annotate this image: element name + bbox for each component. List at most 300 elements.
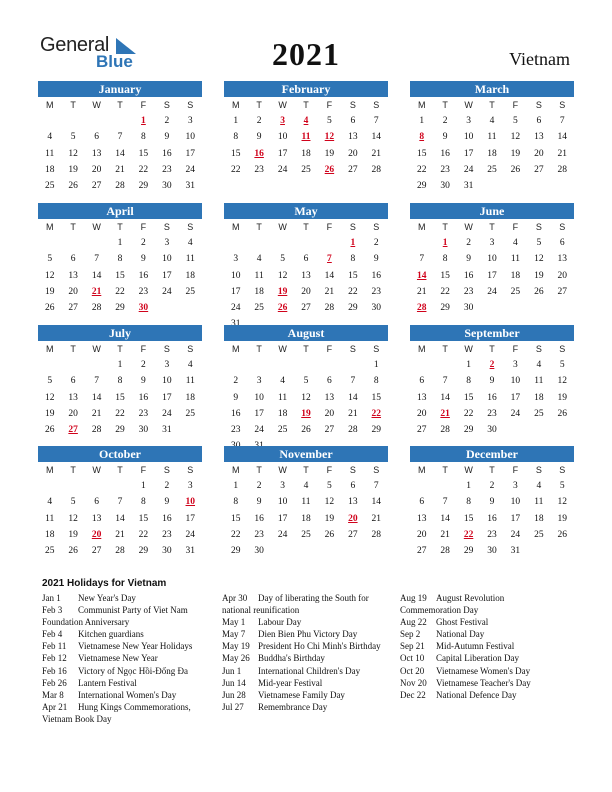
holiday-date: 1 [442,238,448,249]
empty-cell [341,357,364,373]
day-cell: 3 [513,360,518,371]
weekday-label: T [70,100,76,110]
holiday-entry [400,604,531,616]
weekday-label: T [489,344,495,354]
weekday-label: T [70,222,76,232]
holiday-date-label: Feb 26 [42,677,67,688]
day-cell: 17 [162,270,172,281]
day-cell: 24 [185,164,196,175]
month-header: January [38,81,202,97]
day-cell: 14 [371,497,382,508]
holiday-entry [400,616,531,628]
day-cell: 27 [534,164,544,175]
holiday-date-label: May 19 [222,641,250,652]
day-cell: 6 [536,116,542,127]
day-cell: 25 [277,424,288,435]
day-cell: 19 [534,270,544,281]
holiday-entry [42,592,192,604]
month-february [224,81,388,178]
day-cell: 6 [350,116,356,127]
day-cell: 30 [138,424,149,435]
day-cell: 23 [138,286,149,297]
day-cell: 20 [324,408,335,419]
month-header: June [410,203,574,219]
holiday-name: August Revolution [436,593,505,603]
day-cell: 28 [115,180,125,191]
holiday-entry [222,665,381,677]
day-cell: 27 [557,286,568,297]
weekday-label: T [442,222,448,232]
day-cell: 9 [164,497,170,508]
month-days-grid [224,219,388,332]
month-header: December [410,446,574,462]
holiday-entry [222,592,381,604]
day-cell: 13 [68,270,78,281]
day-cell: 24 [463,164,474,175]
day-cell: 2 [489,481,495,492]
weekday-label: W [92,465,101,475]
day-cell: 15 [115,392,125,403]
day-cell: 19 [557,513,568,524]
day-cell: 8 [466,376,471,387]
day-cell: 28 [371,164,382,175]
day-cell: 16 [138,270,149,281]
day-cell: 21 [371,513,382,524]
day-cell: 13 [68,392,78,403]
day-cell: 17 [277,513,288,524]
day-cell: 23 [371,286,382,297]
weekday-label: F [326,222,333,232]
month-header: May [224,203,388,219]
day-cell: 16 [254,513,264,524]
day-cell: 9 [466,254,471,265]
day-cell: 29 [348,302,358,313]
day-cell: 9 [141,376,146,387]
weekday-label: S [373,222,380,232]
day-cell: 30 [162,180,172,191]
weekday-label: M [45,465,54,475]
empty-cell [410,235,433,251]
day-cell: 21 [324,286,335,297]
holiday-date-label: Aug 22 [400,617,427,628]
weekday-label: S [349,222,356,232]
day-cell: 14 [440,513,450,524]
day-cell: 29 [440,302,450,313]
day-cell: 16 [463,270,474,281]
day-cell: 20 [68,286,78,297]
holiday-entry [222,677,381,689]
day-cell: 25 [487,164,497,175]
weekday-label: F [326,465,333,475]
holiday-entry [400,592,531,604]
holiday-entry [222,604,381,616]
day-cell: 27 [324,424,335,435]
day-cell: 9 [256,497,262,508]
day-cell: 12 [534,254,544,265]
day-cell: 23 [162,529,172,540]
empty-cell [38,113,61,129]
day-cell: 5 [70,497,76,508]
day-cell: 14 [115,148,125,159]
holiday-date: 8 [419,132,425,143]
weekday-label: W [464,344,473,354]
holiday-date-label: Feb 11 [42,641,67,652]
weekday-label: S [163,222,170,232]
holiday-date-label: Jun 14 [222,677,246,688]
empty-cell [85,113,108,129]
day-cell: 20 [534,148,544,159]
holiday-date: 1 [350,238,356,249]
month-days-grid [224,341,388,454]
day-cell: 3 [187,481,193,492]
weekday-label: T [489,100,495,110]
day-cell: 24 [487,286,497,297]
day-cell: 22 [230,529,241,540]
weekday-label: W [92,100,101,110]
month-header: August [224,325,388,341]
holiday-name: Kitchen guardians [78,629,144,640]
holiday-name: Vietnam Book Day [42,713,112,724]
day-cell: 26 [534,286,544,297]
month-header: November [224,446,388,462]
month-days-grid [410,97,574,194]
weekday-label: T [303,344,309,354]
day-cell: 3 [187,116,193,127]
day-cell: 16 [487,392,497,403]
day-cell: 15 [138,148,149,159]
day-cell: 16 [162,513,172,524]
day-cell: 1 [419,116,425,127]
weekday-label: S [163,344,170,354]
day-cell: 12 [44,392,55,403]
month-june [410,203,574,316]
month-days-grid [224,97,388,178]
day-cell: 12 [277,270,288,281]
empty-cell [294,357,317,373]
holiday-date: 19 [277,286,288,297]
day-cell: 11 [45,513,55,524]
month-days-grid [224,462,388,559]
holiday-date-label: Jun 1 [222,665,242,676]
weekday-label: T [442,100,448,110]
day-cell: 31 [162,424,172,435]
day-cell: 5 [47,254,53,265]
empty-cell [61,113,84,129]
day-cell: 8 [350,254,356,265]
weekday-label: M [45,222,54,232]
month-december [410,446,574,559]
holiday-date-label: Oct 20 [400,665,425,676]
weekday-label: T [256,465,262,475]
day-cell: 27 [348,529,358,540]
weekday-label: F [512,100,519,110]
day-cell: 23 [230,424,241,435]
weekday-label: F [512,465,519,475]
empty-cell [318,357,341,373]
day-cell: 24 [277,529,288,540]
empty-cell [433,357,456,373]
empty-cell [85,357,108,373]
day-cell: 13 [416,392,427,403]
weekday-label: T [117,222,123,232]
day-cell: 21 [348,408,358,419]
day-cell: 29 [138,545,149,556]
day-cell: 21 [371,148,382,159]
day-cell: 2 [256,481,262,492]
day-cell: 13 [348,132,358,143]
day-cell: 10 [510,497,521,508]
day-cell: 31 [185,545,196,556]
day-cell: 26 [557,529,568,540]
weekday-label: T [117,344,123,354]
month-january [38,81,202,194]
holiday-column [222,592,381,713]
weekday-label: T [442,344,448,354]
day-cell: 15 [230,148,241,159]
day-cell: 25 [185,286,196,297]
day-cell: 5 [559,360,565,371]
holiday-date: 22 [463,529,474,540]
holiday-name: Foundation Anniversary [42,617,130,628]
day-cell: 20 [416,529,427,540]
day-cell: 16 [371,270,382,281]
holiday-date: 21 [440,408,450,419]
day-cell: 17 [185,513,196,524]
holiday-name: Lantern Festival [78,677,137,688]
day-cell: 6 [94,497,99,508]
day-cell: 28 [440,545,450,556]
day-cell: 22 [138,164,149,175]
day-cell: 11 [254,270,264,281]
weekday-label: S [163,465,170,475]
day-cell: 29 [463,424,474,435]
empty-cell [247,357,270,373]
holiday-date: 22 [371,408,382,419]
weekday-label: M [231,465,240,475]
weekday-label: T [70,465,76,475]
day-cell: 16 [138,392,149,403]
day-cell: 31 [510,545,521,556]
day-cell: 14 [91,392,102,403]
holiday-entry [42,713,192,725]
day-cell: 21 [115,529,125,540]
month-march [410,81,574,194]
holiday-date-label: Jul 27 [222,701,244,712]
day-cell: 17 [510,392,521,403]
day-cell: 7 [442,376,448,387]
weekday-label: F [512,222,519,232]
weekday-label: F [512,344,519,354]
holiday-date-label: Feb 12 [42,653,67,664]
day-cell: 12 [324,497,335,508]
day-cell: 25 [44,545,55,556]
day-cell: 8 [117,376,123,387]
holiday-entry [222,640,381,652]
day-cell: 20 [301,286,311,297]
day-cell: 23 [487,408,497,419]
holiday-entry [222,652,381,664]
day-cell: 11 [45,148,55,159]
month-days-grid [38,341,202,438]
day-cell: 18 [534,392,544,403]
month-september [410,325,574,438]
empty-cell [38,235,61,251]
holiday-date: 12 [324,132,335,143]
day-cell: 14 [348,392,358,403]
weekday-label: S [559,222,566,232]
holiday-date: 11 [301,132,311,143]
day-cell: 18 [44,529,55,540]
holiday-date-label: Aug 19 [400,593,427,603]
day-cell: 4 [47,132,53,143]
day-cell: 8 [233,497,239,508]
holiday-column [42,592,192,725]
day-cell: 29 [463,545,474,556]
month-header: October [38,446,202,462]
day-cell: 6 [350,481,356,492]
month-august [224,325,388,454]
day-cell: 17 [277,148,288,159]
day-cell: 24 [277,164,288,175]
day-cell: 8 [373,376,379,387]
day-cell: 29 [371,424,382,435]
day-cell: 17 [230,286,241,297]
day-cell: 8 [466,497,471,508]
day-cell: 8 [117,254,123,265]
holiday-name: International Children's Day [258,665,361,676]
day-cell: 6 [559,238,565,249]
empty-cell [85,478,108,494]
day-cell: 9 [442,132,448,143]
holiday-entry [42,652,192,664]
holiday-date: 30 [138,302,149,313]
holiday-date: 1 [141,116,146,127]
day-cell: 19 [324,148,335,159]
day-cell: 14 [557,132,568,143]
weekday-label: F [140,465,147,475]
day-cell: 4 [536,360,542,371]
day-cell: 5 [327,116,332,127]
day-cell: 18 [510,270,521,281]
day-cell: 6 [303,254,309,265]
day-cell: 22 [115,408,125,419]
day-cell: 17 [510,513,521,524]
holiday-date-label: Jan 1 [42,593,61,603]
day-cell: 5 [513,116,518,127]
empty-cell [61,357,84,373]
day-cell: 17 [463,148,474,159]
day-cell: 22 [138,529,149,540]
holiday-name: President Ho Chi Minh's Birthday [258,641,381,652]
day-cell: 2 [141,360,146,371]
empty-cell [38,357,61,373]
month-may [224,203,388,332]
weekday-label: M [417,465,426,475]
day-cell: 19 [44,408,55,419]
day-cell: 3 [466,116,471,127]
month-days-grid [38,462,202,559]
day-cell: 27 [301,302,311,313]
day-cell: 9 [164,132,170,143]
day-cell: 9 [233,392,239,403]
day-cell: 13 [557,254,568,265]
holiday-date-label: Feb 3 [42,605,63,616]
day-cell: 1 [117,360,123,371]
day-cell: 22 [440,286,450,297]
holiday-entry [400,628,531,640]
day-cell: 24 [162,286,172,297]
weekday-label: S [187,344,194,354]
holiday-column [400,592,531,701]
weekday-label: T [117,465,123,475]
day-cell: 12 [557,376,568,387]
day-cell: 5 [536,238,542,249]
day-cell: 13 [416,513,427,524]
weekday-label: T [489,222,495,232]
day-cell: 12 [557,497,568,508]
day-cell: 17 [487,270,497,281]
day-cell: 28 [440,424,450,435]
day-cell: 24 [185,529,196,540]
holiday-name: Hung Kings Commemorations, [78,701,191,712]
weekday-label: W [278,344,287,354]
weekday-label: T [117,100,123,110]
day-cell: 7 [94,254,99,265]
day-cell: 30 [162,545,172,556]
holiday-date: 3 [280,116,285,127]
day-cell: 1 [233,481,239,492]
day-cell: 16 [440,148,450,159]
day-cell: 15 [463,513,474,524]
day-cell: 28 [371,529,382,540]
day-cell: 4 [280,376,285,387]
day-cell: 23 [440,164,450,175]
day-cell: 3 [513,481,518,492]
weekday-label: M [45,100,54,110]
page-title-year: 2021 [272,36,340,72]
weekday-label: T [303,100,309,110]
weekday-label: S [163,100,170,110]
day-cell: 23 [138,408,149,419]
day-cell: 15 [440,270,450,281]
weekday-label: M [231,222,240,232]
day-cell: 10 [185,132,196,143]
day-cell: 12 [510,132,521,143]
day-cell: 9 [373,254,379,265]
day-cell: 13 [324,392,335,403]
weekday-label: S [187,100,194,110]
holiday-date-label: Nov 20 [400,677,427,688]
day-cell: 5 [70,132,76,143]
day-cell: 7 [350,376,356,387]
holiday-name: Vietnamese New Year [78,653,158,664]
day-cell: 14 [91,270,102,281]
country-name: Vietnam [509,49,570,69]
holiday-date: 2 [489,360,495,371]
day-cell: 27 [416,424,427,435]
day-cell: 11 [534,497,544,508]
day-cell: 6 [94,132,99,143]
empty-cell [224,357,247,373]
day-cell: 18 [44,164,55,175]
empty-cell [224,235,247,251]
holiday-date: 26 [277,302,288,313]
day-cell: 2 [164,481,170,492]
day-cell: 18 [534,513,544,524]
weekday-label: F [326,100,333,110]
weekday-label: S [535,100,542,110]
weekday-label: M [417,222,426,232]
